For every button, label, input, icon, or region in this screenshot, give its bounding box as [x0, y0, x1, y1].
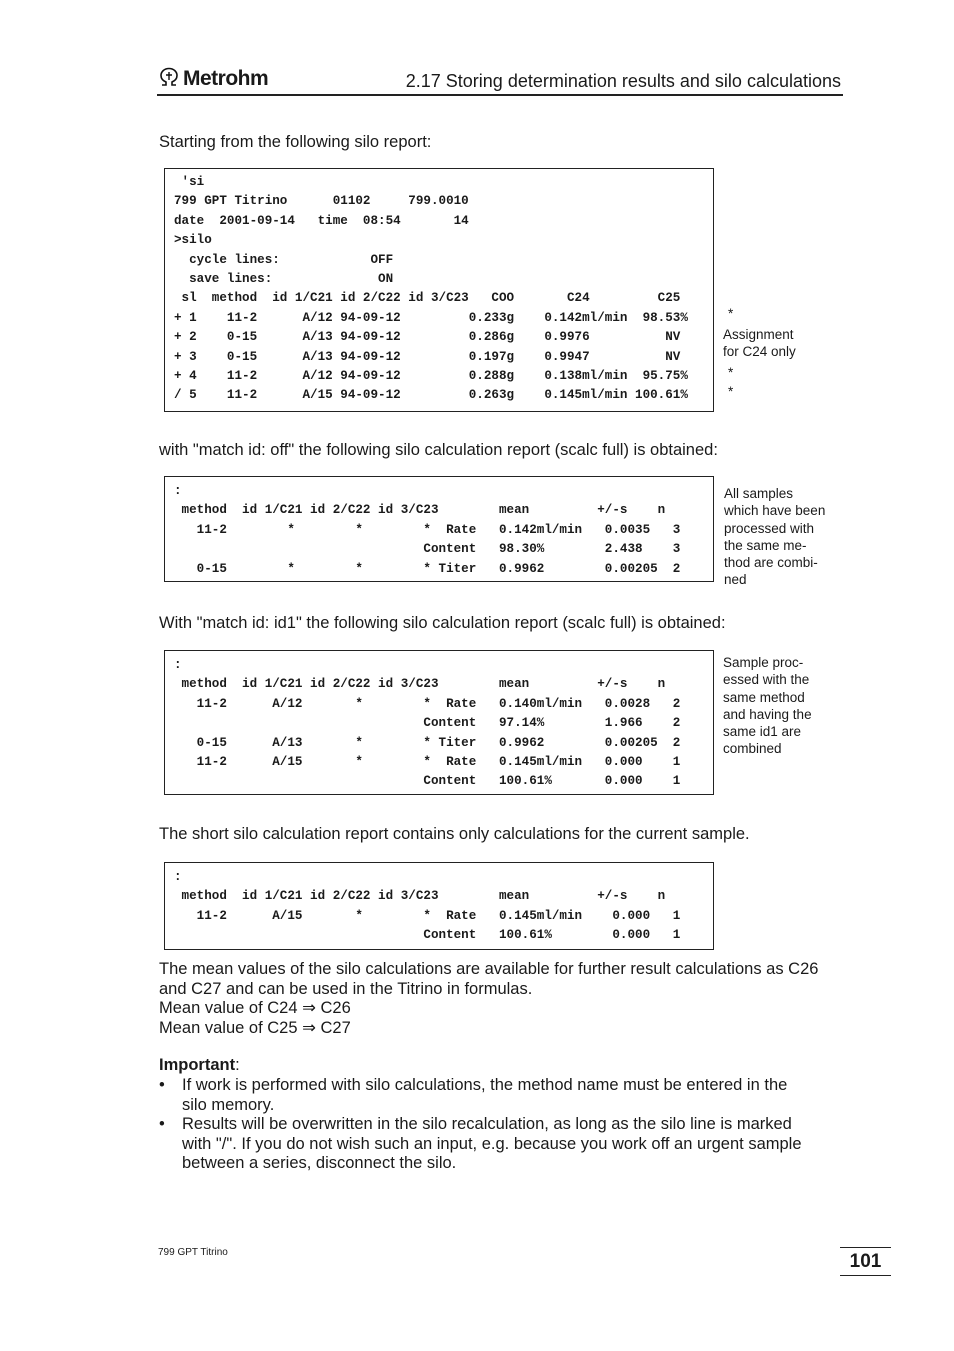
bullet-icon: •: [159, 1076, 165, 1094]
important-heading: [159, 1056, 240, 1076]
important-bullets: [159, 1076, 802, 1174]
bullet-icon: •: [159, 1115, 165, 1133]
metrohm-logo: [158, 66, 268, 92]
match-id1-side-note: Sample proc- essed with the same method and having the same id1 are combined: [723, 655, 812, 757]
mean-c24-line: Mean value of C24 ⇒ C26: [159, 999, 351, 1017]
report-row: 11-2 A/15 * * Rate 0.145ml/min 0.000 1: [174, 908, 681, 923]
bullet-text: [182, 1115, 802, 1174]
report-row: + 2 0-15 A/13 94-09-12 0.286g 0.9976 NV: [174, 330, 681, 345]
intro-text: Starting from the following silo report:: [159, 133, 432, 151]
footer-product: 799 GPT Titrino: [158, 1247, 228, 1258]
report-row: Content 100.61% 0.000 1: [174, 774, 681, 789]
report-row: Content 98.30% 2.438 3: [174, 542, 681, 557]
report-row: + 4 11-2 A/12 94-09-12 0.288g 0.138ml/min 95.75%: [174, 369, 688, 384]
match-off-intro: with "match id: off" the following silo calculation report (scalc full) is obtained:: [159, 441, 718, 459]
paragraph-line: and C27 and can be used in the Titrino in formulas.: [159, 979, 533, 998]
match-off-report-box: [164, 476, 714, 582]
report-line: save lines: ON: [174, 272, 394, 287]
important-label: Important: [159, 1056, 236, 1074]
short-report-lines: [174, 868, 680, 946]
side-note-star: *: [728, 384, 734, 399]
page-number: 101: [849, 1251, 882, 1272]
paragraph-line: The mean values of the silo calculations are available for further result calculations as C26: [159, 960, 819, 978]
silo-report-lines: [174, 173, 688, 406]
match-id1-intro: With "match id: id1" the following silo calculation report (scalc full) is obtained:: [159, 614, 726, 632]
report-row: 0-15 A/13 * * Titer 0.9962 0.00205 2: [174, 735, 681, 750]
report-line: 799 GPT Titrino 01102 799.0010: [174, 194, 469, 209]
report-line: :: [174, 484, 182, 498]
match-off-side-note: All samples which have been processed with the same me- thod are combi- ned: [724, 486, 826, 588]
short-report-box: [164, 862, 714, 950]
side-note-star: *: [728, 365, 734, 380]
report-row: 11-2 A/15 * * Rate 0.145ml/min 0.000 1: [174, 755, 681, 770]
page-number-box: [840, 1247, 891, 1276]
side-note-star: *: [728, 306, 734, 321]
match-id1-lines: [174, 656, 680, 792]
match-off-lines: [174, 482, 680, 579]
bullet-line: If work is performed with silo calculations, the method name must be entered in the: [182, 1076, 788, 1094]
report-row: + 1 11-2 A/12 94-09-12 0.233g 0.142ml/min 98.53%: [174, 310, 688, 325]
bullet-line: with "/". If you do not wish such an input, e.g. because you work off an urgent sample: [182, 1134, 802, 1153]
report-line: 'si: [174, 175, 205, 189]
omega-icon: [158, 66, 180, 93]
header-rule: [157, 94, 843, 96]
match-id1-report-box: [164, 650, 714, 795]
report-row: Content 100.61% 0.000 1: [174, 928, 681, 943]
report-line: cycle lines: OFF: [174, 252, 394, 267]
bullet-line: between a series, disconnect the silo.: [182, 1154, 457, 1172]
report-row: + 3 0-15 A/13 94-09-12 0.197g 0.9947 NV: [174, 349, 681, 364]
report-row: 11-2 * * * Rate 0.142ml/min 0.0035 3: [174, 522, 681, 537]
report-row: Content 97.14% 1.966 2: [174, 716, 681, 731]
side-note-assignment: Assignment for C24 only: [723, 327, 796, 360]
report-header-row: method id 1/C21 id 2/C22 id 3/C23 mean +/-s n: [174, 677, 666, 692]
bullet-item: [159, 1076, 802, 1115]
mean-values-paragraph: [159, 960, 818, 1038]
bullet-line: silo memory.: [182, 1095, 275, 1114]
report-row: 0-15 * * * Titer 0.9962 0.00205 2: [174, 561, 681, 576]
report-header-row: method id 1/C21 id 2/C22 id 3/C23 mean +/-s n: [174, 889, 666, 904]
report-row: / 5 11-2 A/15 94-09-12 0.263g 0.145ml/min 100.61%: [174, 388, 688, 403]
short-report-intro: The short silo calculation report contains only calculations for the current sample.: [159, 825, 750, 843]
report-row: 11-2 A/12 * * Rate 0.140ml/min 0.0028 2: [174, 696, 681, 711]
bullet-text: [182, 1076, 787, 1115]
silo-report-box: [164, 168, 714, 412]
report-line: >silo: [174, 233, 212, 248]
report-line: :: [174, 658, 182, 672]
report-line: :: [174, 870, 182, 884]
report-header-row: sl method id 1/C21 id 2/C22 id 3/C23 COO C24 C25: [174, 291, 681, 306]
bullet-line: Results will be overwritten in the silo recalculation, as long as the silo line is marked: [182, 1115, 792, 1133]
brand-name: Metrohm: [183, 67, 269, 90]
mean-c25-line: Mean value of C25 ⇒ C27: [159, 1018, 351, 1037]
section-title: 2.17 Storing determination results and silo calculations: [405, 71, 841, 91]
bullet-item: [159, 1115, 802, 1174]
report-line: date 2001-09-14 time 08:54 14: [174, 213, 469, 228]
report-header-row: method id 1/C21 id 2/C22 id 3/C23 mean +/-s n: [174, 503, 666, 518]
important-colon: :: [235, 1056, 240, 1074]
